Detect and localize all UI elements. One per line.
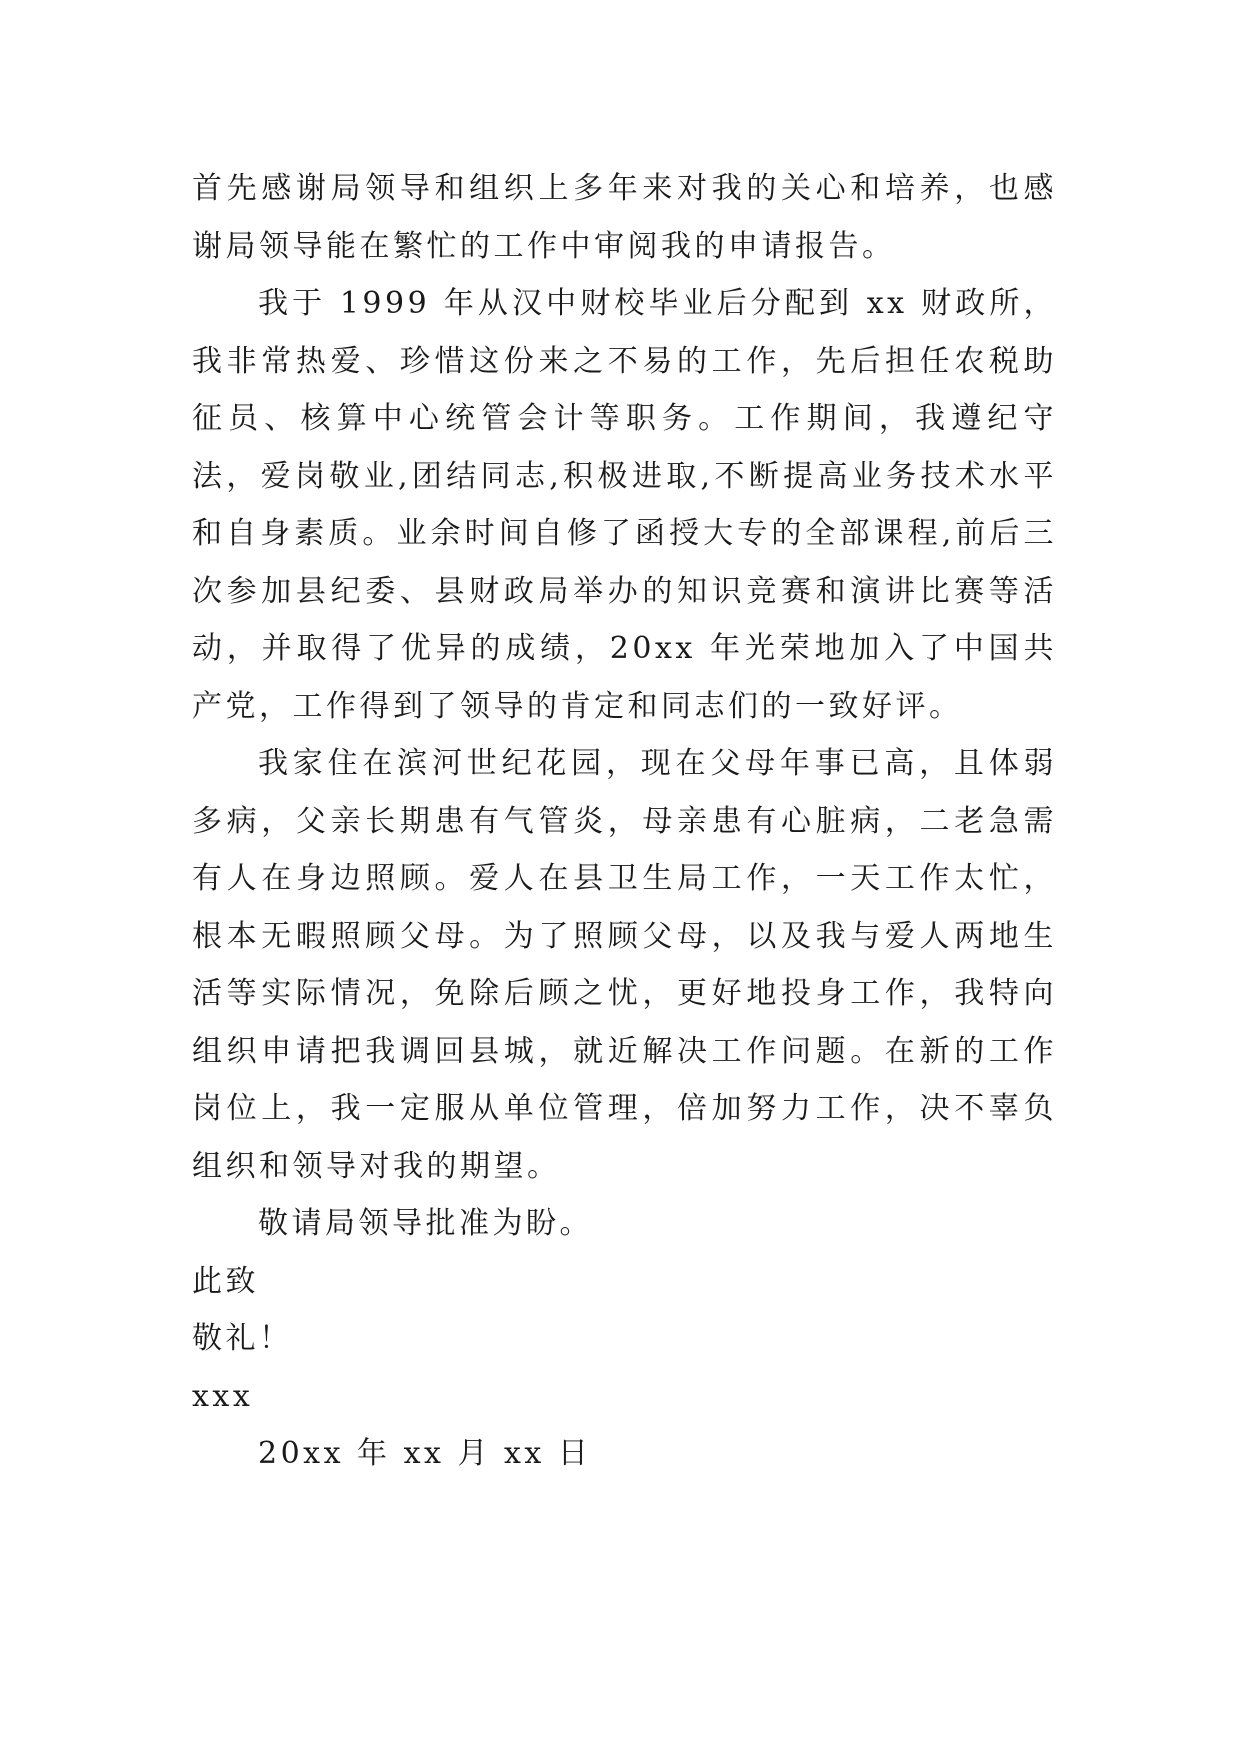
closing-salutation: 此致	[192, 1263, 259, 1299]
paragraph-request: 敬请局领导批准为盼。	[258, 1206, 593, 1241]
closing-regards: 敬礼！	[192, 1321, 293, 1356]
letter-body	[192, 160, 1057, 1483]
signature: xxx	[192, 1378, 254, 1414]
paragraph-intro: 首先感谢局领导和组织上多年来对我的关心和培养，也感谢局领导能在繁忙的工作中审阅我的申请报告。	[192, 171, 1057, 264]
paragraph-work-history: 我于 1999 年从汉中财校毕业后分配到 xx 财政所，我非常热爱、珍惜这份来之不易的工作，先后担任农税助征员、核算中心统管会计等职务。工作期间，我遵纪守法，爱岗敬业,团结同志,积极进取,不断提高业务技术水平和自身素质。业余时间自修了函授大专的全部课程,前后三次参加县纪委、县财政局举办的知识竞赛和演讲比赛等活动，并取得了优异的成绩，20xx 年光荣地加入了中国共产党，工作得到了领导的肯定和同志们的一致好评。	[192, 286, 1057, 724]
paragraph-family-reason: 我家住在滨河世纪花园，现在父母年事已高，且体弱多病，父亲长期患有气管炎，母亲患有心脏病，二老急需有人在身边照顾。爱人在县卫生局工作，一天工作太忙，根本无暇照顾父母。为了照顾父母，以及我与爱人两地生活等实际情况，免除后顾之忧，更好地投身工作，我特向组织申请把我调回县城，就近解决工作问题。在新的工作岗位上，我一定服从单位管理，倍加努力工作，决不辜负组织和领导对我的期望。	[192, 746, 1057, 1184]
letter-date: 20xx 年 xx 月 xx 日	[258, 1436, 592, 1471]
